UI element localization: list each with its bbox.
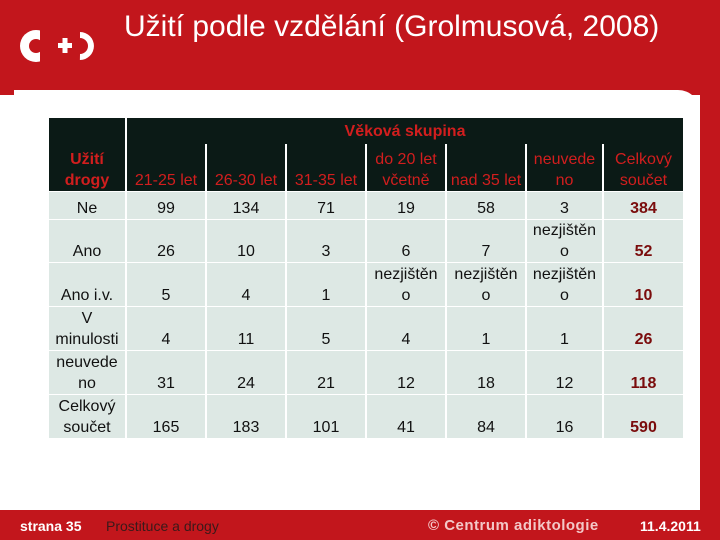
column-header: nad 35 let	[447, 144, 525, 191]
table-cell: 5	[127, 263, 205, 306]
table-cell: 4	[207, 263, 285, 306]
row-label: Ne	[49, 192, 125, 219]
table-cell: 19	[367, 192, 445, 219]
page-number: strana 35	[20, 518, 82, 534]
row-label: Ano i.v.	[49, 263, 125, 306]
table-cell: 18	[447, 351, 525, 394]
table-cell: 6	[367, 220, 445, 262]
table-cell: 4	[367, 307, 445, 350]
table-cell: 84	[447, 395, 525, 438]
row-label: neuvede no	[49, 351, 125, 394]
row-label: Ano	[49, 220, 125, 262]
total-cell: 590	[604, 395, 683, 438]
total-cell: 52	[604, 220, 683, 262]
table-cell: 12	[367, 351, 445, 394]
total-cell: 10	[604, 263, 683, 306]
side-band	[700, 90, 720, 510]
table-cell: 4	[127, 307, 205, 350]
table-cell: 101	[287, 395, 365, 438]
table-cell: 1	[287, 263, 365, 306]
table-cell: nezjištěn o	[527, 220, 602, 262]
table-cell: 3	[527, 192, 602, 219]
table-cell: nezjištěn o	[447, 263, 525, 306]
table-cell: 24	[207, 351, 285, 394]
footer-date: 11.4.2011	[640, 518, 701, 534]
table-cell: 26	[127, 220, 205, 262]
table-cell: nezjištěn o	[527, 263, 602, 306]
column-header: 21-25 let	[127, 144, 205, 191]
total-cell: 384	[604, 192, 683, 219]
slide-title: Užití podle vzdělání (Grolmusová, 2008)	[124, 10, 660, 43]
table-cell: 21	[287, 351, 365, 394]
column-header: do 20 let včetně	[367, 144, 445, 191]
table-cell: 41	[367, 395, 445, 438]
copyright-text: © Centrum adiktologie	[428, 517, 599, 534]
table-cell: 58	[447, 192, 525, 219]
table-cell: 1	[447, 307, 525, 350]
row-label: Celkový součet	[49, 395, 125, 438]
centrum-adiktologie-logo	[14, 24, 98, 68]
table-cell: 7	[447, 220, 525, 262]
table-cell: 5	[287, 307, 365, 350]
table-cell: 12	[527, 351, 602, 394]
footer-subject: Prostituce a drogy	[106, 518, 219, 534]
table-cell: 71	[287, 192, 365, 219]
table-cell: 31	[127, 351, 205, 394]
column-header: neuvede no	[527, 144, 602, 191]
table-cell: nezjištěn o	[367, 263, 445, 306]
column-header: Celkový součet	[604, 144, 683, 191]
total-cell: 26	[604, 307, 683, 350]
table-cell: 1	[527, 307, 602, 350]
row-label: V minulosti	[49, 307, 125, 350]
table-cell: 99	[127, 192, 205, 219]
table-cell: 11	[207, 307, 285, 350]
table-cell: 3	[287, 220, 365, 262]
table-cell: 165	[127, 395, 205, 438]
group-header: Věková skupina	[127, 118, 683, 144]
column-header: 26-30 let	[207, 144, 285, 191]
total-cell: 118	[604, 351, 683, 394]
table-cell: 183	[207, 395, 285, 438]
table-cell: 134	[207, 192, 285, 219]
table-cell: 10	[207, 220, 285, 262]
column-header: 31-35 let	[287, 144, 365, 191]
table-cell: 16	[527, 395, 602, 438]
corner-header: Užití drogy	[49, 118, 125, 191]
